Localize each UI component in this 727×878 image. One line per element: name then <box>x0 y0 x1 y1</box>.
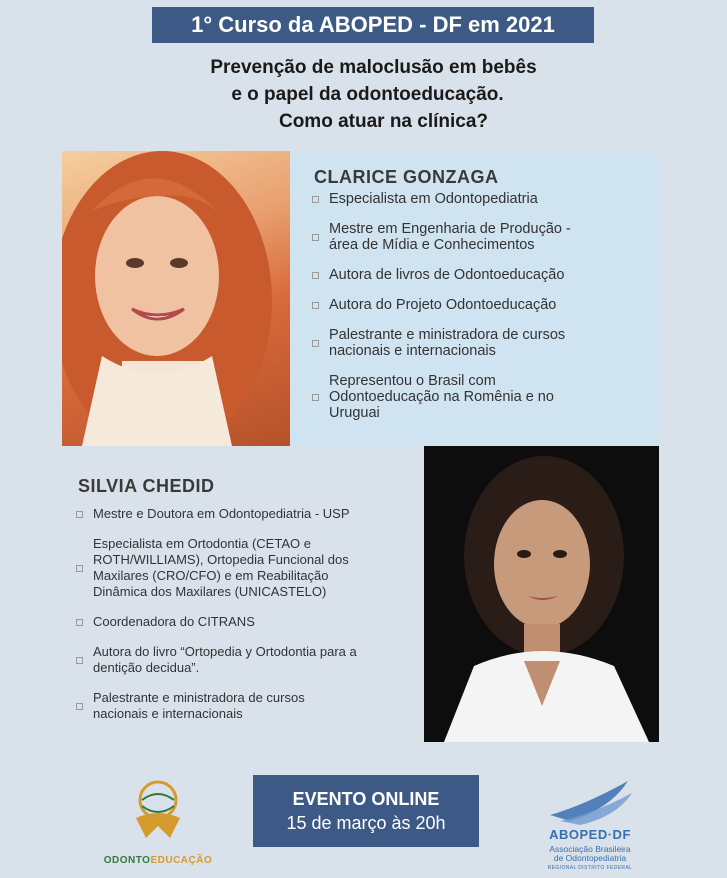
speaker2-portrait-icon <box>424 446 659 742</box>
bullet-line: Autora do Projeto Odontoeducação <box>329 297 557 313</box>
bullet-text <box>329 221 571 253</box>
aboped-regional: REGIONAL DISTRITO FEDERAL <box>547 865 633 871</box>
subtitle-line: Prevenção de maloclusão em bebês <box>210 57 537 78</box>
wordmark-part-b: EDUCAÇÃO <box>150 855 213 866</box>
bullet-line: Uruguai <box>329 405 380 421</box>
bullet-text <box>93 614 255 630</box>
bullet-square-icon <box>76 511 83 518</box>
speaker1-panel <box>290 151 660 446</box>
bullet-square-icon <box>312 394 319 401</box>
bullet-line: Dinâmica dos Maxilares (UNICASTELO) <box>93 584 327 599</box>
bullet-text <box>329 297 556 313</box>
bullet-line: nacionais e internacionais <box>329 343 496 359</box>
title-banner <box>152 7 594 43</box>
bullet-text <box>93 690 305 722</box>
bullet-square-icon <box>312 340 319 347</box>
odontoeducacao-wordmark <box>98 855 218 866</box>
bullet-line: Mestre e Doutora em Odontopediatria - USP <box>93 506 350 521</box>
aboped-subtitle <box>540 845 640 863</box>
speaker1-bullets <box>312 191 652 435</box>
bullet-line: Palestrante e ministradora de cursos <box>329 327 566 343</box>
bullet-text <box>93 644 357 676</box>
event-label: EVENTO ONLINE <box>292 789 440 809</box>
bullet-square-icon <box>76 619 83 626</box>
bullet-square-icon <box>312 272 319 279</box>
aboped-name: ABOPED·DF <box>549 827 631 842</box>
speaker2-name: SILVIA CHEDID <box>78 476 215 496</box>
bullet-square-icon <box>312 302 319 309</box>
event-title: 1° Curso da ABOPED - DF em 2021 <box>191 12 555 37</box>
bullet-line: Especialista em Odontopediatria <box>329 191 538 207</box>
subtitle-line: Como atuar na clínica? <box>278 111 489 132</box>
odontoeducacao-logo <box>98 778 218 870</box>
bullet-line: Odontoeducação na Romênia e no <box>329 389 554 405</box>
bullet-line: Representou o Brasil com <box>329 373 496 389</box>
speaker2-bullet-item <box>76 536 416 600</box>
speaker2-bullet-item <box>76 690 416 722</box>
speaker2-bullets <box>76 506 416 736</box>
bullet-text <box>93 506 350 522</box>
wordmark-part-a: ODONTO <box>103 855 151 866</box>
speaker1-bullet-item <box>312 221 652 253</box>
bullet-line: nacionais e internacionais <box>93 706 243 721</box>
bullet-line: Mestre em Engenharia de Produção - <box>329 221 571 237</box>
bullet-line: área de Mídia e Conhecimentos <box>329 237 535 253</box>
aboped-line2: de Odontopediatria <box>553 853 627 863</box>
bullet-line: Palestrante e ministradora de cursos <box>93 690 305 705</box>
bullet-square-icon <box>76 565 83 572</box>
bullet-text <box>329 191 538 207</box>
bullet-line: Maxilares (CRO/CFO) e em Reabilitação <box>93 568 329 583</box>
speaker2-bullet-item <box>76 644 416 676</box>
event-info-box <box>253 775 479 847</box>
speaker1-name: CLARICE GONZAGA <box>314 167 499 187</box>
speaker1-portrait-icon <box>62 151 290 446</box>
speaker2-bullet-item <box>76 614 416 630</box>
speaker2-photo <box>424 446 659 742</box>
speaker1-bullet-item <box>312 267 652 283</box>
speaker1-bullet-item <box>312 373 652 421</box>
bullet-text <box>329 373 554 421</box>
event-date: 15 de março às 20h <box>286 813 446 833</box>
bullet-square-icon <box>312 234 319 241</box>
speaker2-bullet-item <box>76 506 416 522</box>
aboped-wing-icon <box>540 775 640 827</box>
bullet-line: Autora do livro “Ortopedia y Ortodontia para a <box>93 644 357 659</box>
bullet-text <box>93 536 349 600</box>
course-subtitle <box>0 54 727 135</box>
bullet-line: Coordenadora do CITRANS <box>93 614 255 629</box>
bullet-square-icon <box>76 703 83 710</box>
bullet-text <box>329 327 565 359</box>
bullet-line: Autora de livros de Odontoeducação <box>329 267 565 283</box>
subtitle-line: e o papel da odontoeducação. <box>231 84 504 105</box>
bullet-text <box>329 267 564 283</box>
speaker2-panel <box>62 446 424 742</box>
aboped-line1: Associação Brasileira <box>549 844 631 854</box>
speaker1-bullet-item <box>312 297 652 313</box>
speaker1-photo <box>62 151 290 446</box>
aboped-df-logo <box>540 775 640 875</box>
speaker1-bullet-item <box>312 327 652 359</box>
bullet-line: Especialista em Ortodontia (CETAO e <box>93 536 311 551</box>
bullet-line: ROTH/WILLIAMS), Ortopedia Funcional dos <box>93 552 349 567</box>
odontoeducacao-logo-icon <box>98 778 218 848</box>
bullet-square-icon <box>76 657 83 664</box>
speaker1-bullet-item <box>312 191 652 207</box>
bullet-line: dentição decidua”. <box>93 660 200 675</box>
bullet-square-icon <box>312 196 319 203</box>
